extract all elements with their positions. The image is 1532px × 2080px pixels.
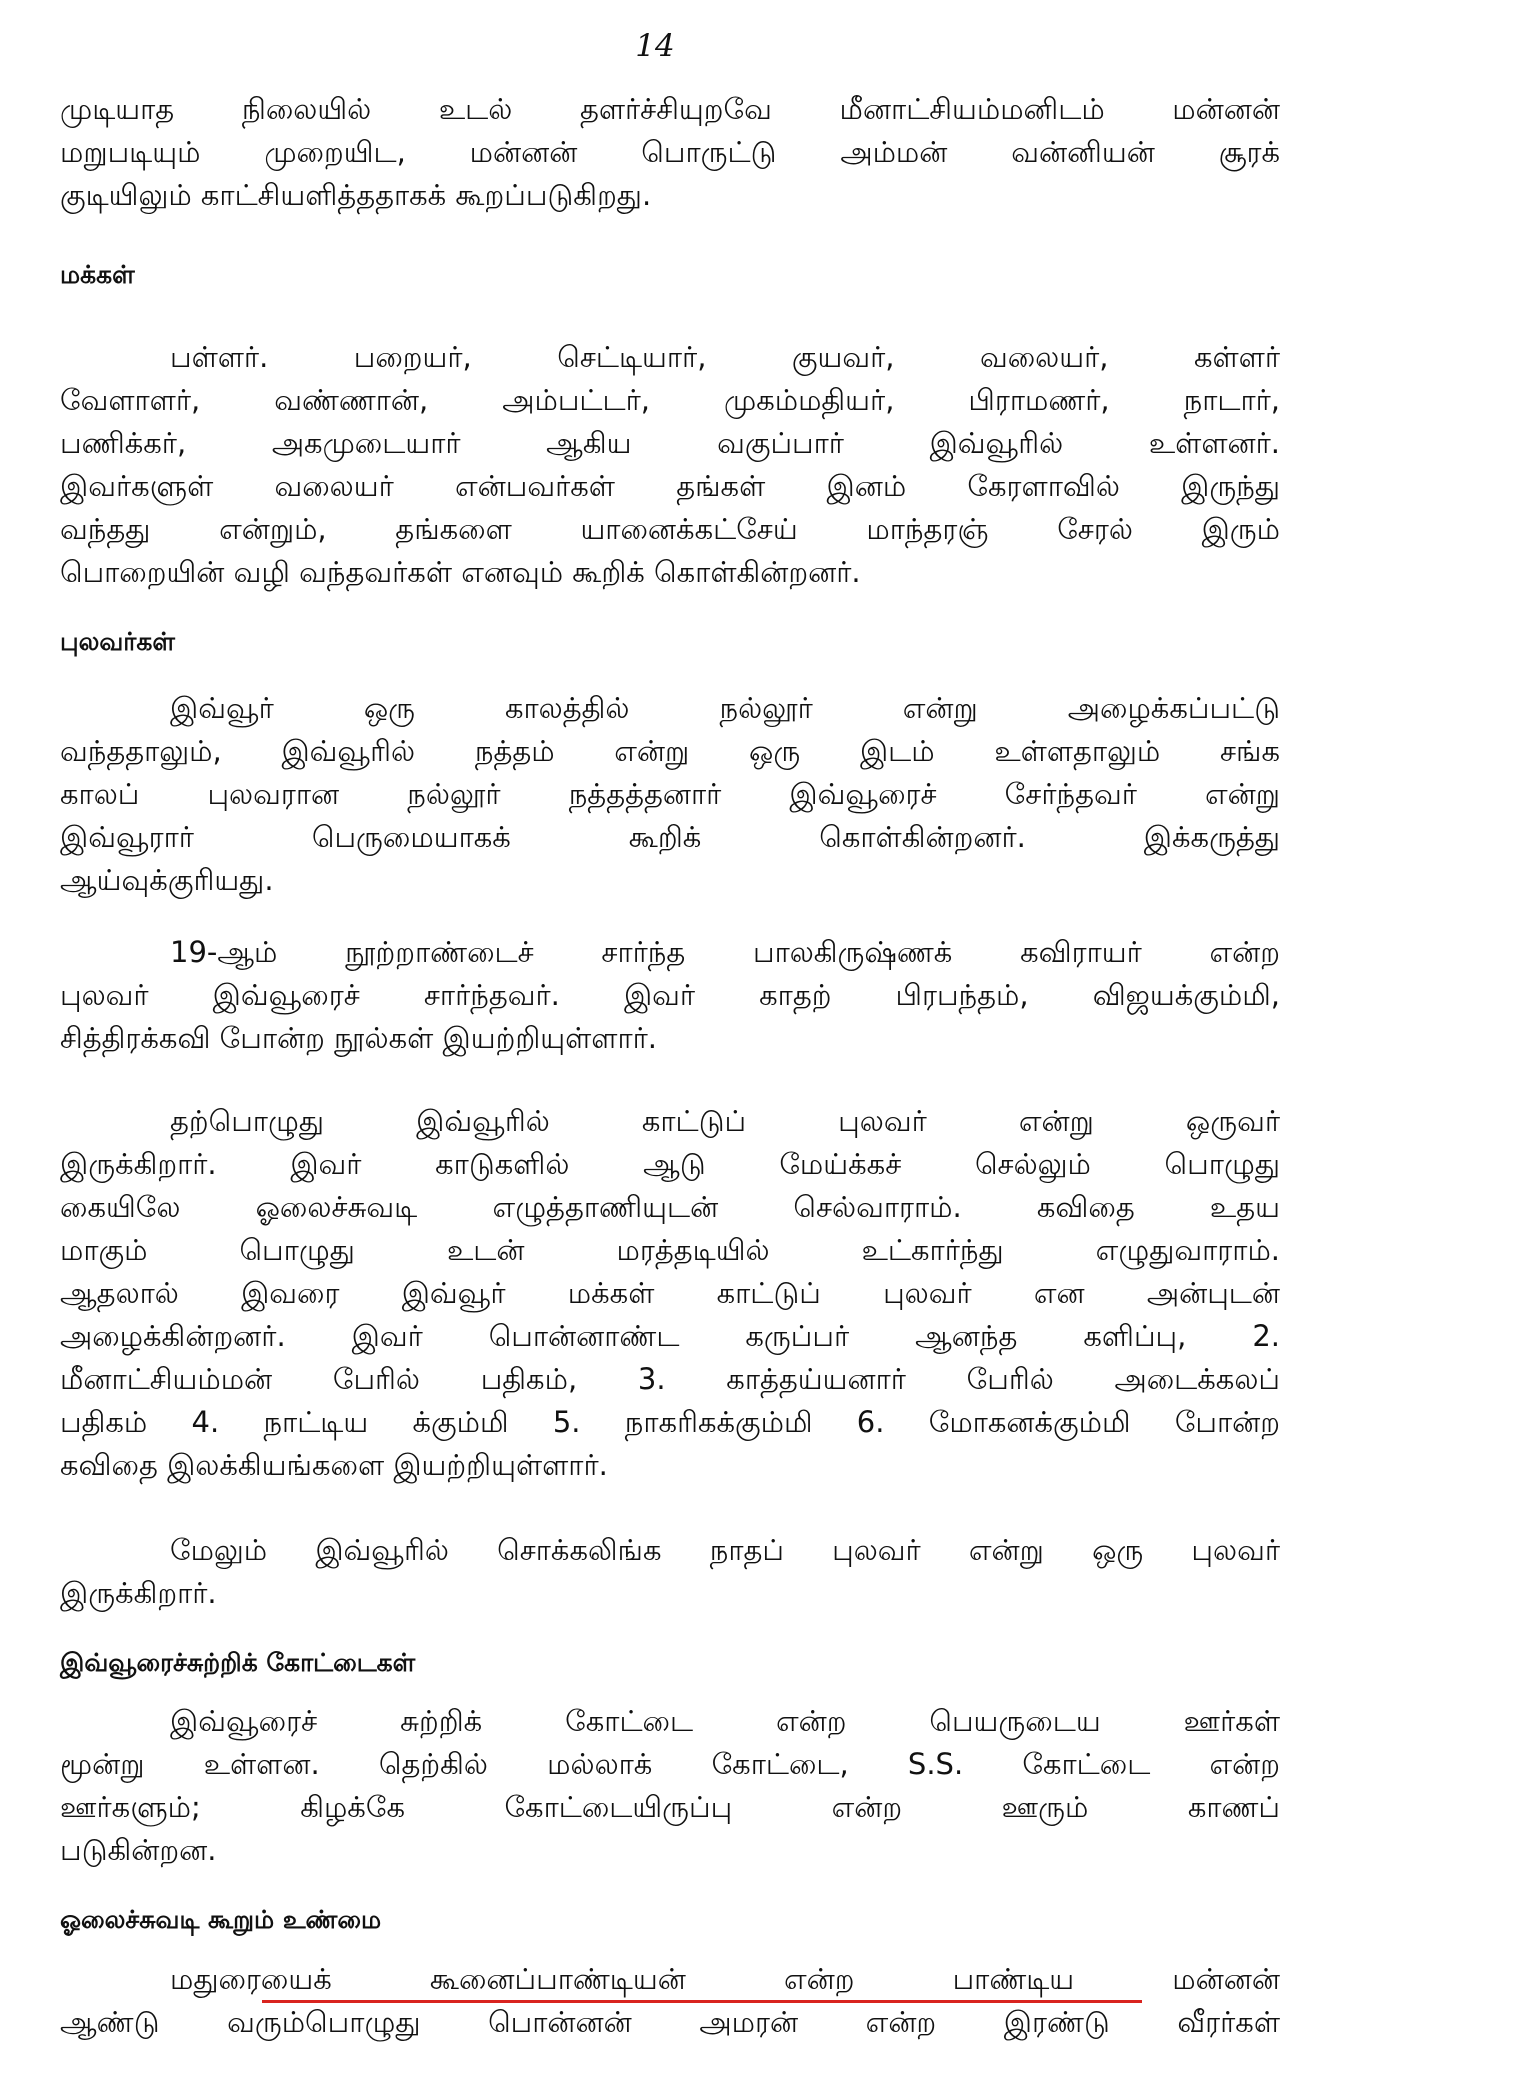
text-line: 19-ஆம் நூற்றாண்டைச் சார்ந்த பாலகிருஷ்ணக் கவிராயர் என்ற bbox=[170, 935, 1280, 969]
text-line: கவிதை இலக்கியங்களை இயற்றியுள்ளார். bbox=[60, 1448, 608, 1482]
text-line: ஊர்களும்; கிழக்கே கோட்டையிருப்பு என்ற ஊரும் காணப் bbox=[60, 1790, 1280, 1824]
text-line: பணிக்கர், அகமுடையார் ஆகிய வகுப்பார் இவ்வூரில் உள்ளனர். bbox=[60, 426, 1280, 460]
section-heading-truth: ஓலைச்சுவடி கூறும் உண்மை bbox=[60, 1905, 382, 1934]
section-heading-forts: இவ்வூரைச்சுற்றிக் கோட்டைகள் bbox=[60, 1648, 416, 1677]
text-line: மீனாட்சியம்மன் பேரில் பதிகம், 3. காத்தய்யனார் பேரில் அடைக்கலப் bbox=[60, 1362, 1280, 1396]
intro-paragraph bbox=[60, 88, 1280, 217]
text-line: ஆய்வுக்குரியது. bbox=[60, 863, 274, 897]
text-line: படுகின்றன. bbox=[60, 1833, 217, 1867]
poets-paragraph-3 bbox=[60, 1100, 1280, 1487]
text-line: இவ்வூரார் பெருமையாகக் கூறிக் கொள்கின்றனர். இக்கருத்து bbox=[60, 820, 1280, 854]
section-heading-poets: புலவர்கள் bbox=[60, 627, 175, 656]
text-line: சித்திரக்கவி போன்ற நூல்கள் இயற்றியுள்ளார். bbox=[60, 1021, 657, 1055]
poets-paragraph-4 bbox=[60, 1529, 1280, 1615]
text-line: இவர்களுள் வலையர் என்பவர்கள் தங்கள் இனம் கேரளாவில் இருந்து bbox=[60, 469, 1280, 503]
text-line: மூன்று உள்ளன. தெற்கில் மல்லாக் கோட்டை, S.S. கோட்டை என்ற bbox=[60, 1747, 1280, 1781]
text-line: குடியிலும் காட்சியளித்ததாகக் கூறப்படுகிறது. bbox=[60, 178, 652, 212]
text-line: காலப் புலவரான நல்லூர் நத்தத்தனார் இவ்வூரைச் சேர்ந்தவர் என்று bbox=[60, 777, 1280, 811]
people-paragraph bbox=[60, 336, 1280, 594]
text-line: அழைக்கின்றனர். இவர் பொன்னாண்ட கருப்பர் ஆனந்த களிப்பு, 2. bbox=[60, 1319, 1280, 1353]
text-line: முடியாத நிலையில் உடல் தளர்ச்சியுறவே மீனாட்சியம்மனிடம் மன்னன் bbox=[60, 92, 1280, 126]
page-number: 14 bbox=[635, 28, 675, 64]
text-line: மறுபடியும் முறையிட, மன்னன் பொருட்டு அம்மன் வன்னியன் சூரக் bbox=[60, 135, 1280, 169]
section-heading-people: மக்கள் bbox=[60, 260, 135, 289]
red-underline-mark bbox=[262, 2000, 1142, 2003]
text-line: பள்ளர். பறையர், செட்டியார், குயவர், வலையர், கள்ளர் bbox=[170, 340, 1280, 374]
text-line: மாகும் பொழுது உடன் மரத்தடியில் உட்கார்ந்து எழுதுவாராம். bbox=[60, 1233, 1280, 1267]
forts-paragraph bbox=[60, 1700, 1280, 1872]
text-line: வந்ததாலும், இவ்வூரில் நத்தம் என்று ஒரு இடம் உள்ளதாலும் சங்க bbox=[60, 734, 1280, 768]
text-line: கையிலே ஓலைச்சுவடி எழுத்தாணியுடன் செல்வாராம். கவிதை உதய bbox=[60, 1190, 1280, 1224]
text-line: ஆதலால் இவரை இவ்வூர் மக்கள் காட்டுப் புலவர் என அன்புடன் bbox=[60, 1276, 1280, 1310]
text-line: வேளாளர், வண்ணான், அம்பட்டர், முகம்மதியர், பிராமணர், நாடார், bbox=[60, 383, 1280, 417]
poets-paragraph-2 bbox=[60, 931, 1280, 1060]
text-line: இவ்வூர் ஒரு காலத்தில் நல்லூர் என்று அழைக்கப்பட்டு bbox=[170, 691, 1280, 725]
poets-paragraph-1 bbox=[60, 687, 1280, 902]
text-line: இவ்வூரைச் சுற்றிக் கோட்டை என்ற பெயருடைய ஊர்கள் bbox=[170, 1704, 1280, 1738]
text-line: மேலும் இவ்வூரில் சொக்கலிங்க நாதப் புலவர் என்று ஒரு புலவர் bbox=[170, 1533, 1280, 1567]
text-line: பொறையின் வழி வந்தவர்கள் எனவும் கூறிக் கொள்கின்றனர். bbox=[60, 555, 861, 589]
text-line: மதுரையைக் கூனைப்பாண்டியன் என்ற பாண்டிய மன்னன் bbox=[170, 1962, 1280, 1996]
text-line: இருக்கிறார். இவர் காடுகளில் ஆடு மேய்க்கச் செல்லும் பொழுது bbox=[60, 1147, 1280, 1181]
text-line: ஆண்டு வரும்பொழுது பொன்னன் அமரன் என்ற இரண்டு வீரர்கள் bbox=[60, 2005, 1280, 2039]
text-line: தற்பொழுது இவ்வூரில் காட்டுப் புலவர் என்று ஒருவர் bbox=[170, 1104, 1280, 1138]
text-line: வந்தது என்றும், தங்களை யானைக்கட்சேய் மாந்தரஞ் சேரல் இரும் bbox=[60, 512, 1280, 546]
text-line: புலவர் இவ்வூரைச் சார்ந்தவர். இவர் காதற் பிரபந்தம், விஜயக்கும்மி, bbox=[60, 978, 1280, 1012]
text-line: பதிகம் 4. நாட்டிய க்கும்மி 5. நாகரிகக்கும்மி 6. மோகனக்கும்மி போன்ற bbox=[60, 1405, 1280, 1439]
text-line: இருக்கிறார். bbox=[60, 1576, 217, 1610]
